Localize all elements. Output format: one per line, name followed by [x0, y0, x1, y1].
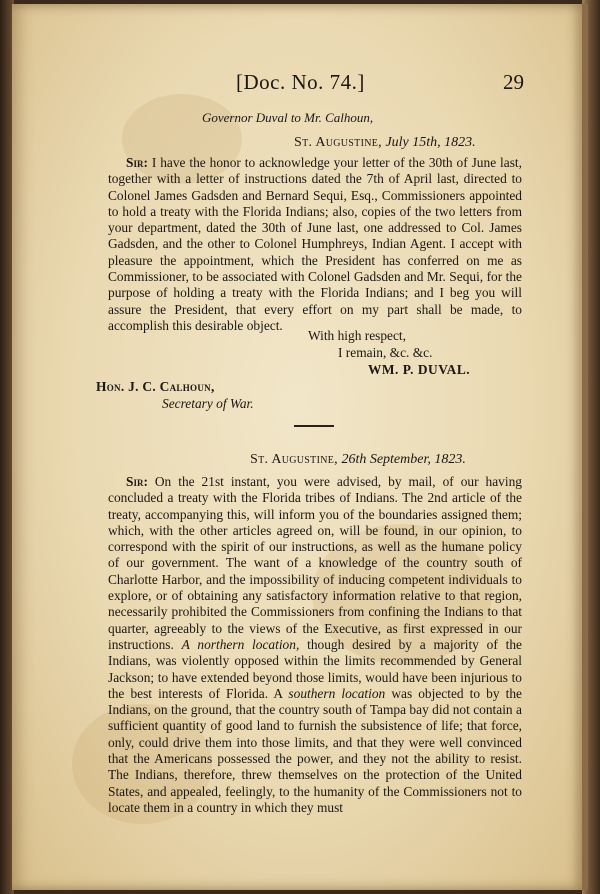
letter2-date: 26th September, 1823.: [341, 452, 466, 467]
letter1-dateline: [294, 135, 476, 151]
letter1-date: July 15th, 1823.: [385, 135, 476, 150]
letter2-place: St. Augustine,: [250, 452, 338, 467]
letter2-salutation: Sir:: [126, 474, 148, 489]
doc-label: [Doc. No. 74.]: [236, 70, 365, 94]
letter1-salutation: Sir:: [126, 155, 148, 170]
letter2-body: [108, 474, 522, 816]
addressee-title: Secretary of War.: [162, 396, 254, 411]
page-number: 29: [503, 70, 524, 94]
letter-title: Governor Duval to Mr. Calhoun,: [202, 110, 374, 125]
letter2-text-a: On the 21st instant, you were advised, by mail, of our having concluded a treaty with the Florida tribes of Indians. The 2nd article of the treaty, accompanying this, will inform you of the boundaries assigned them; which, with the other articles agreed on, will be found, in our opinion, to correspond with the spirit of our instructions, as well as the humane policy of our government. The want of a knowledge of the country south of Charlotte Harbor, and the impossibility of inducing competent individuals to explore, or of obtaining any satisfactory information relative to that region, necessarily prohibited the Commissioners from confining the Indians to that quarter, agreeably to the views of the Executive, as first expressed in our instructions.: [108, 474, 522, 652]
letter2-dateline: [250, 452, 466, 468]
closing-line-1: With high respect,: [308, 328, 407, 343]
document-page: [12, 4, 588, 890]
section-divider: [294, 425, 334, 427]
letter1-place: St. Augustine,: [294, 135, 382, 150]
addressee-name: Hon. J. C. Calhoun,: [96, 379, 215, 394]
letter2-term-a: A northern location,: [181, 636, 300, 652]
closing-line-2: I remain, &c. &c.: [338, 345, 433, 360]
letter2-text-b: though desired by a majority of the Indians, was violently opposed within the limits recommended by General Jackson; to have extended beyond those limits, would have been injurious to the best interests of Florida. A: [108, 636, 522, 701]
letter1-body: [108, 155, 522, 334]
letter2-term-b: southern location: [288, 685, 386, 701]
letter2-text-c: was objected to by the Indians, on the ground, that the country south of Tampa bay did not contain a sufficient quantity of good land to furnish the subsistence of life; that force, only, could drive them into those limits, and that they were well convinced that the Americans possessed the power, and they not the ability to resist. The Indians, therefore, threw themselves on the protection of the United States, and appealed, feelingly, to the humanity of the Commissioners not to locate them in a country in which they must: [108, 685, 522, 815]
signature: WM. P. DUVAL.: [368, 362, 471, 377]
letter1-text: I have the honor to acknowledge your letter of the 30th of June last, together with a letter of instructions dated the 7th of April last, directed to Colonel James Gadsden and Bernard Sequi, Esq., Commissioners appointed to hold a treaty with the Florida Indians; also, copies of the two letters from your department, dated the 30th of June last, one addressed to Col. James Gadsden, and the other to Colonel Humphreys, Indian Agent. I accept with pleasure the appointment, which the President has conferred on me as Commissioner, to be associated with Colonel Gadsden and Mr. Sequi, for the purpose of holding a treaty with the Florida Indians; and I beg you will assure the President, that every effort on my part shall be made, to accomplish this desirable object.: [108, 155, 522, 333]
